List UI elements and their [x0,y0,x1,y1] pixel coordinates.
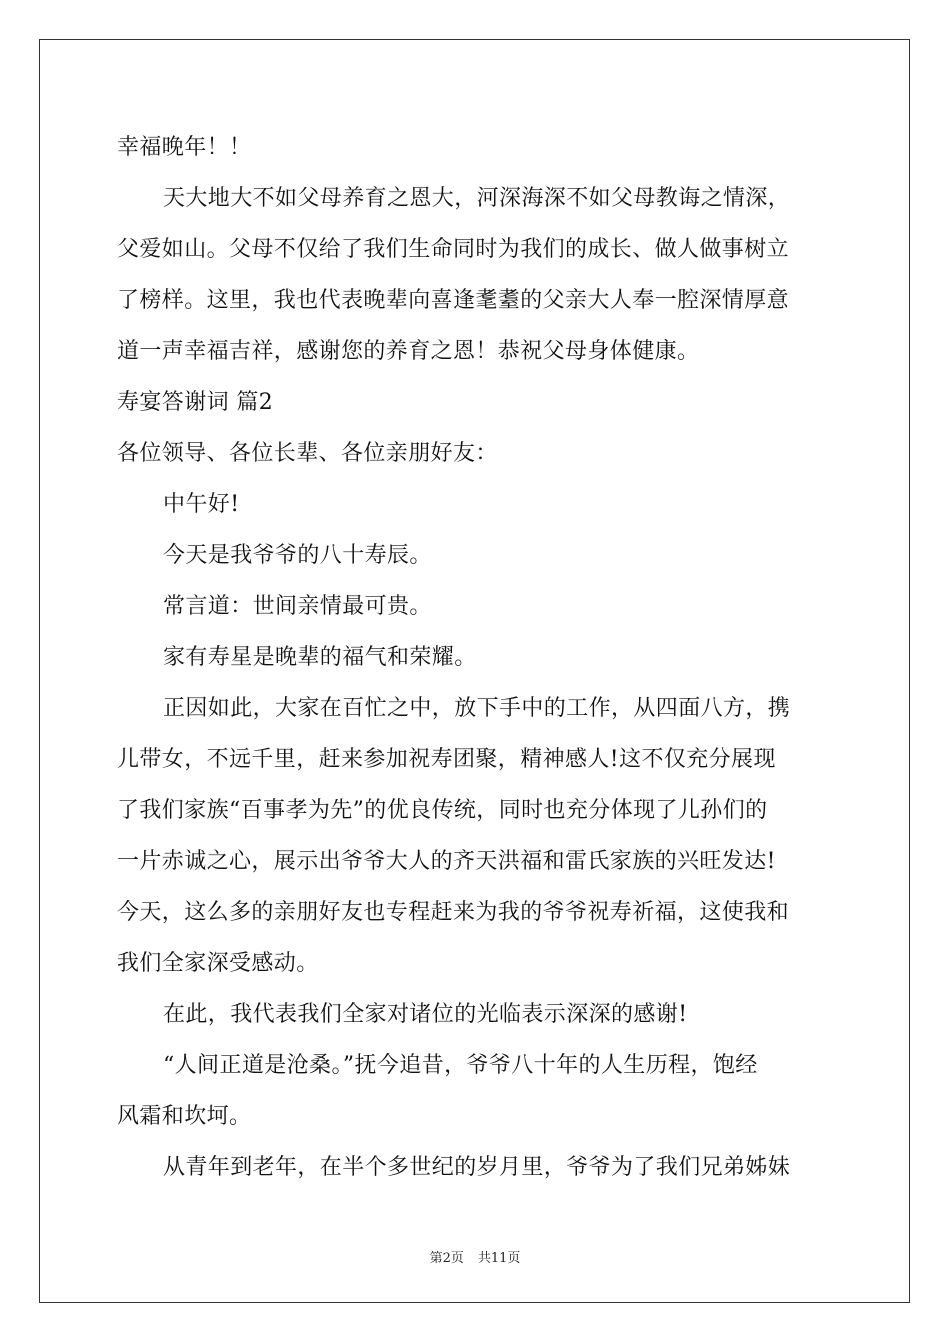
text-line: 道一声幸福吉祥，感谢您的养育之恩！恭祝父母身体健康。 [117,339,700,364]
section-heading: 寿宴答谢词 篇2 [117,390,274,415]
text-line: 正因如此，大家在百忙之中，放下手中的工作，从四面八方，携 [163,696,791,721]
document-body [117,122,837,1193]
text-line: 儿带女，不远千里，赶来参加祝寿团聚，精神感人!这不仅充分展现 [117,747,776,772]
text-line: 天大地大不如父母养育之恩大，河深海深不如父母教诲之情深， [163,186,791,211]
text-line: 了榜样。这里，我也代表晚辈向喜逢耄耋的父亲大人奉一腔深情厚意 [117,288,790,313]
text-line: 了我们家族“百事孝为先”的优良传统，同时也充分体现了儿孙们的 [117,798,768,823]
page-number: 第2页 [429,1251,464,1266]
text-line: 风霜和坎坷。 [117,1104,252,1129]
text-line: 家有寿星是晚辈的福气和荣耀。 [163,645,477,670]
text-line: 从青年到老年，在半个多世纪的岁月里，爷爷为了我们兄弟姊妹 [163,1155,791,1180]
text-line: “人间正道是沧桑。”抚今追昔，爷爷八十年的人生历程，饱经 [163,1053,758,1078]
page-footer [0,1247,950,1266]
text-line: 今天是我爷爷的八十寿辰。 [163,543,432,568]
page-total: 共11页 [477,1251,521,1266]
text-line: 在此，我代表我们全家对诸位的光临表示深深的感谢! [163,1002,688,1027]
text-line: 我们全家深受感动。 [117,951,319,976]
text-line: 中午好! [163,492,240,517]
text-line: 一片赤诚之心，展示出爷爷大人的齐天洪福和雷氏家族的兴旺发达! [117,849,776,874]
text-line: 常言道：世间亲情最可贵。 [163,594,432,619]
text-line: 幸福晚年！！ [117,135,252,160]
text-line: 今天，这么多的亲朋好友也专程赶来为我的爷爷祝寿祈福，这使我和 [117,900,790,925]
salutation: 各位领导、各位长辈、各位亲朋好友： [117,441,498,466]
text-line: 父爱如山。父母不仅给了我们生命同时为我们的成长、做人做事树立 [117,237,790,262]
